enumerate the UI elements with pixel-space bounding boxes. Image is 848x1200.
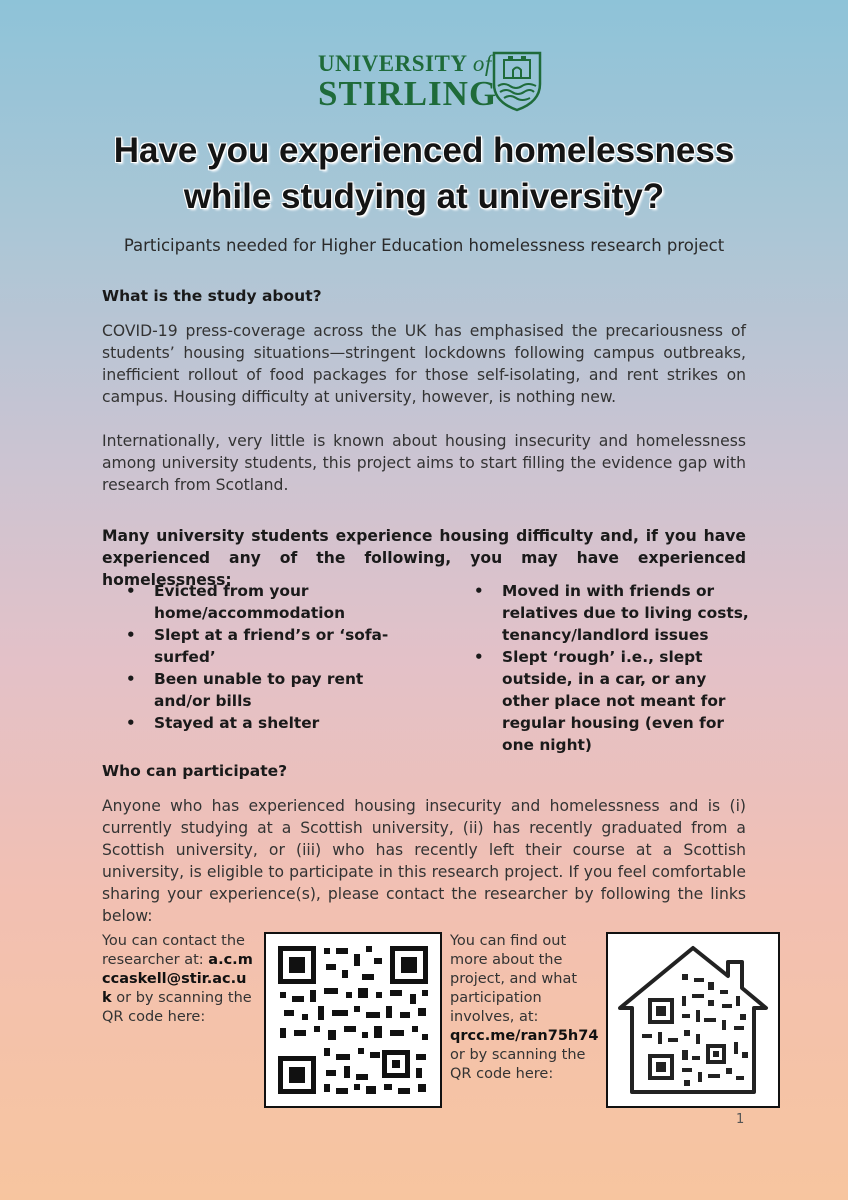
university-logo-text bbox=[318, 52, 497, 112]
list-item: • Been unable to pay rent and/or bills bbox=[126, 668, 396, 712]
house-qr-code-icon[interactable] bbox=[606, 932, 780, 1108]
logo-university: UNIVERSITY bbox=[318, 51, 467, 76]
participate-paragraph: Anyone who has experienced housing insecurity and homelessness and is (i) currently studying at a Scottish university, (ii) has recently graduated from a Scottish university, or (iii) who has recently left their course at a Scottish university, is eligible to participate in this research project. If you feel comfortable sharing your experience(s), please contact the researcher by following the links below: bbox=[102, 797, 746, 925]
project-post: or by scanning the QR code here: bbox=[450, 1047, 586, 1082]
contact-post: or by scanning the QR code here: bbox=[102, 990, 252, 1025]
subtitle: Participants needed for Higher Education homelessness research project bbox=[123, 236, 725, 255]
about-paragraph-2: Internationally, very little is known about housing insecurity and homelessness among university students, this project aims to start filling the evidence gap with research from Scotland. bbox=[102, 432, 746, 494]
list-item: • Moved in with friends or relatives due to living costs, tenancy/landlord issues bbox=[474, 580, 754, 646]
researcher-email-link[interactable]: a.c.mccaskell@stir.ac.uk bbox=[102, 952, 253, 1006]
list-item: • Evicted from your home/accommodation bbox=[126, 580, 396, 624]
logo-of: of bbox=[472, 51, 492, 76]
participate-heading: Who can participate? bbox=[102, 762, 288, 780]
title-line-2: while studying at university? bbox=[183, 177, 665, 216]
about-heading: What is the study about? bbox=[102, 287, 322, 305]
bullet-list-right bbox=[474, 580, 754, 756]
list-item: • Slept ‘rough’ i.e., slept outside, in a car, or any other place not meant for regular housing (even for one night) bbox=[474, 646, 754, 756]
project-link[interactable]: qrcc.me/ran75h74 bbox=[450, 1028, 599, 1044]
university-crest-icon bbox=[490, 50, 544, 116]
contact-pre: You can contact the researcher at: bbox=[102, 933, 245, 968]
project-pre: You can find out more about the project, and what participation involves, at: bbox=[450, 933, 578, 1025]
qr-code-icon[interactable] bbox=[264, 932, 442, 1108]
page-number: 1 bbox=[736, 1112, 745, 1127]
contact-researcher-text bbox=[102, 932, 254, 1027]
list-item: • Slept at a friend’s or ‘sofa-surfed’ bbox=[126, 624, 396, 668]
page-title bbox=[40, 128, 808, 220]
homelessness-intro: Many university students experience housing difficulty and, if you have experienced any of the following, you may have experienced homelessness: bbox=[102, 527, 746, 589]
project-info-text bbox=[450, 932, 600, 1084]
bullet-list-left bbox=[126, 580, 396, 734]
about-paragraph-1: COVID-19 press-coverage across the UK has emphasised the precariousness of students’ housing situations—stringent lockdowns following campus outbreaks, inefficient rollout of food packages for those self-isolating, and rent strikes on campus. Housing difficulty at university, however, is nothing new. bbox=[102, 322, 746, 406]
list-item: • Stayed at a shelter bbox=[126, 712, 396, 734]
logo-stirling: STIRLING bbox=[318, 74, 498, 113]
title-line-1: Have you experienced homelessness bbox=[113, 131, 735, 170]
